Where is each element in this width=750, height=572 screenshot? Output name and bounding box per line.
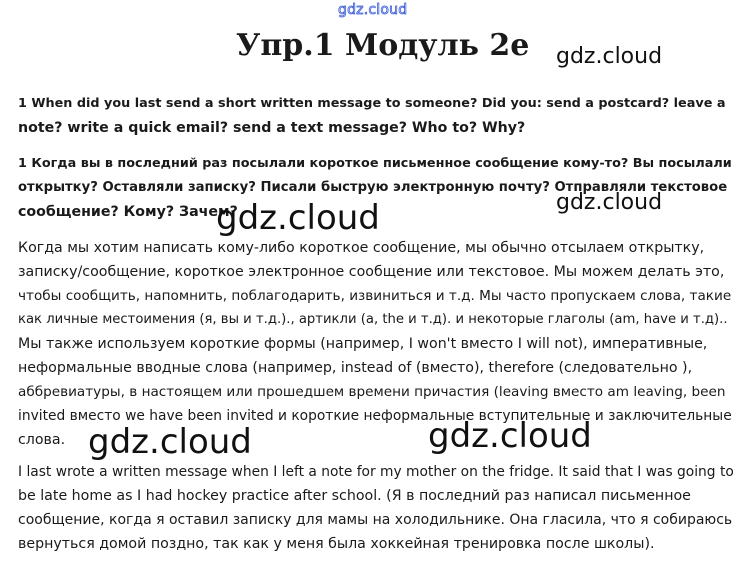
text-line: I last wrote a written message when I left a note for my mother on the fridge. It said that I was going to xyxy=(18,464,734,480)
text-line: сообщение, когда я оставил записку для мамы на холодильнике. Она гласила, что я собираюсь xyxy=(18,512,733,528)
text-line: открытку? Оставляли записку? Писали быструю электронную почту? Отправляли текстовое xyxy=(18,180,728,195)
watermark: gdz.cloud xyxy=(556,44,663,69)
text-line: note? write a quick email? send a text message? Who to? Why? xyxy=(18,120,526,136)
site-watermark: gdz.cloud xyxy=(338,2,408,18)
text-line: Когда мы хотим написать кому-либо короткое сообщение, мы обычно отсылаем открытку, xyxy=(18,240,705,256)
watermark: gdz.cloud xyxy=(88,422,252,462)
text-line: 1 When did you last send a short written message to someone? Did you: send a postcard? leave a xyxy=(18,96,726,111)
explanation-paragraph xyxy=(18,236,734,452)
question-english xyxy=(18,92,734,140)
text-line: как личные местоимения (я, вы и т.д.)., артикли (a, the и т.д). и некоторые глаголы (am, have и т.д).. xyxy=(18,312,728,327)
text-line: аббревиатуры, в настоящем или прошедшем времени причастия (leaving вместо am leaving, been xyxy=(18,384,726,400)
watermark: gdz.cloud xyxy=(556,190,663,215)
text-line: записку/сообщение, короткое электронное сообщение или текстовое. Мы можем делать это, xyxy=(18,264,725,280)
text-line: Мы также используем короткие формы (например, I won't вместо I will not), императивные, xyxy=(18,336,708,352)
text-line: слова. xyxy=(18,432,66,448)
text-line: 1 Когда вы в последний раз посылали короткое письменное сообщение кому-то? Вы посылали xyxy=(18,156,732,171)
text-line: be late home as I had hockey practice after school. (Я в последний раз написал письменное xyxy=(18,488,691,504)
watermark: gdz.cloud xyxy=(428,416,592,456)
watermark: gdz.cloud xyxy=(216,198,380,238)
text-line: сообщение? Кому? Зачем? xyxy=(18,204,238,220)
answer-paragraph xyxy=(18,460,734,556)
text-line: вернуться домой поздно, так как у меня была хоккейная тренировка после школы). xyxy=(18,536,655,552)
text-line: чтобы сообщить, напомнить, поблагодарить, извиниться и т.д. Мы часто пропускаем слова, такие xyxy=(18,288,732,304)
text-line: неформальные вводные слова (например, instead of (вместо), therefore (следовательно ), xyxy=(18,360,693,376)
page-title: Упр.1 Модуль 2e xyxy=(236,28,530,63)
text-line: invited вместо we have been invited и короткие неформальные вступительные и заключительные xyxy=(18,408,732,424)
